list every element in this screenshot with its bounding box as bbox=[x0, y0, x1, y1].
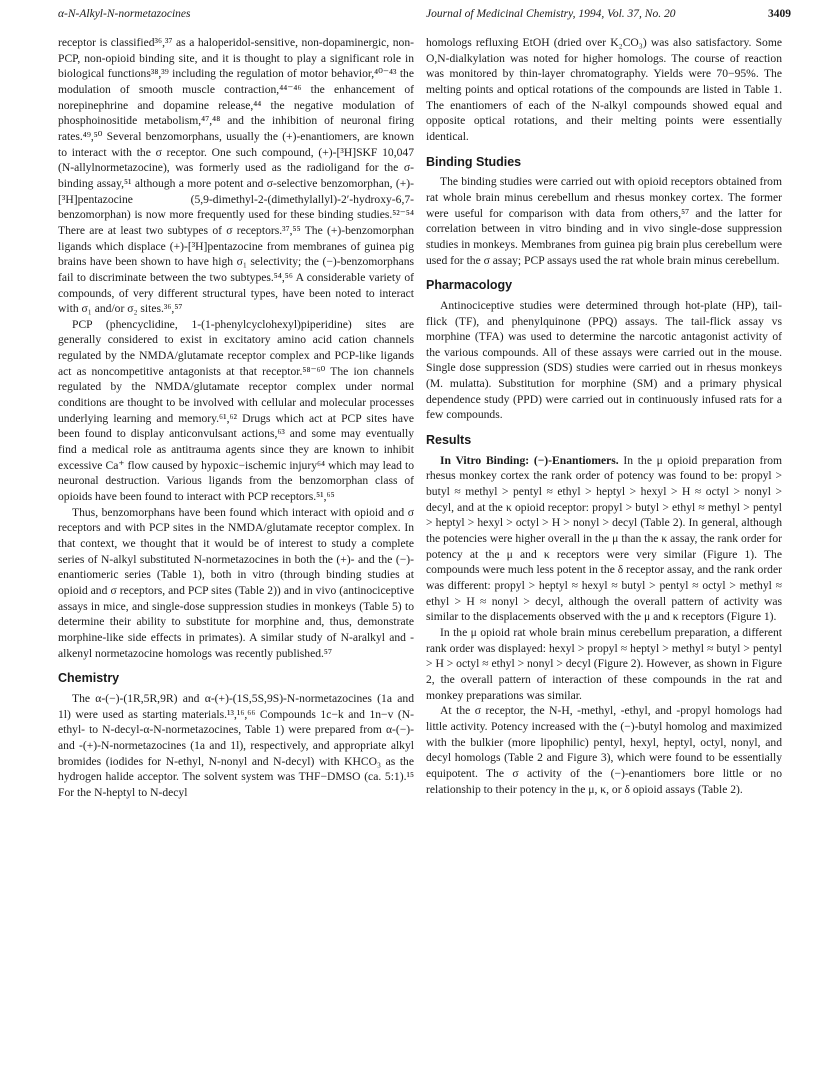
right-column bbox=[426, 35, 782, 797]
page-number: 3409 bbox=[768, 8, 791, 20]
running-title: α-N-Alkyl-N-normetazocines bbox=[58, 8, 191, 20]
paragraph-pharmacology: Antinociceptive studies were determined through hot-plate (HP), tail-flick (TF), and phenylquinone (PPQ) assays. The tail-flick assay vs morphine (TFA) was used to determine the narcotic antagonist activity of the various compounds. All of these assays were carried out in the mouse. Single dose suppression (SDS) studies were carried out in rhesus monkeys (M. mulatta). Substitution for morphine (SM) and a primary physical dependence study (PPD) were carried out in continuously infused rats for a few compounds. bbox=[426, 298, 782, 422]
section-heading-chemistry: Chemistry bbox=[58, 671, 120, 686]
run-in-heading: In Vitro Binding: (−)-Enantiomers. bbox=[440, 453, 619, 467]
journal-citation: Journal of Medicinal Chemistry, 1994, Vol. 37, No. 20 bbox=[426, 8, 676, 20]
paragraph-study-aim: Thus, benzomorphans have been found which interact with opioid and σ receptors and with PCP sites in the NMDA/glutamate receptor complex. In that context, we thought that it would be of interest to study a complete series of N-alkyl substituted N-normetazocines in both the (+)- and the (−)-enantiomeric series (Table 1), both in vitro (through binding studies at opioid and σ receptors, and PCP sites (Table 2)) and in vivo (antinociceptive assays in mice, and single-dose suppression studies in monkeys (Table 5) to determine their ability to substitute for morphine and, thus, demonstrate morphine-like side effects in primates). A similar study of N-aralkyl and -alkenyl normetazocine homologs was recently published.⁵⁷ bbox=[58, 505, 414, 660]
paragraph-in-vitro-binding-text: In the μ opioid preparation from rhesus monkey cortex the rank order of potency was found to be: propyl > butyl ≈ methyl > pentyl ≈ ethyl > heptyl > hexyl > H ≈ octyl > nonyl > decyl, and at the κ opioid receptor: propyl > butyl > ethyl ≈ methyl > pentyl > heptyl > hexyl > octyl > H > nonyl > decyl (Table 2). In general, although the potencies were higher overall in the μ than the κ assay, the rank order for potency at the μ and κ receptors were very similar (Figure 1). The compounds were much less potent in the δ receptor assay, and the rank order was different: propyl > heptyl ≈ hexyl ≈ butyl > pentyl ≈ octyl > methyl ≈ ethyl > H ≈ nonyl > decyl, although the overall pattern of activity was similar to the displacements observed with the μ and κ receptors (Figure 1). bbox=[426, 453, 783, 624]
section-heading-results: Results bbox=[426, 433, 472, 448]
paragraph-pcp-sites: PCP (phencyclidine, 1-(1-phenylcyclohexyl)piperidine) sites are generally considered to exist in excitatory amino acid cation channels regulated by the NMDA/glutamate receptor complex and PCP-like ligands act as noncompetitive antagonists at that receptor.⁵⁸⁻⁶⁰ The ion channels regulated by the NMDA/glutamate receptor complex under normal conditions are thought to be involved with cellular and molecular processes underlying learning and memory.⁶¹,⁶² Drugs which act at PCP sites have been found to display anticonvulsant actions,⁶³ and some may eventually find a medical role as antitrauma agents since they are known to inhibit excessive Ca⁺ flow caused by hypoxic−ischemic injury⁶⁴ which may lead to neuronal destruction. Various ligands from the benzomorphan class of opioids have been found to interact with PCP receptors.⁵¹,⁶⁵ bbox=[58, 317, 414, 504]
running-header bbox=[0, 8, 820, 24]
paragraph-chemistry-continued: homologs refluxing EtOH (dried over K₂CO₃) was also satisfactory. Some O,N-dialkylation was noted for higher homologs. The course of reaction was monitored by thin-layer chromatography. Yields were 70−95%. The melting points and optical rotations of the compounds are listed in Table 1. The enantiomers of each of the N-alkyl compounds showed equal and opposite optical rotations, and their melting points were essentially identical. bbox=[426, 36, 782, 143]
paragraph-chemistry: The α-(−)-(1R,5R,9R) and α-(+)-(1S,5S,9S)-N-normetazocines (1a and 1l) were used as starting materials.¹³,¹⁶,⁶⁶ Compounds 1c−k and 1n−v (N-ethyl- to N-decyl-α-N-normetazocines, Table 1) were prepared from α-(−)- and -(+)-N-normetazocines (1a and 1l), respectively, and appropriate alkyl bromides (iodides for N-ethyl, N-nonyl and N-decyl) with KHCO₃ as the hydrogen halide acceptor. The solvent system was THF−DMSO (ca. 5:1).¹⁵ For the N-heptyl to N-decyl bbox=[58, 691, 414, 799]
paragraph-rat-mu-opioid: In the μ opioid rat whole brain minus cerebellum preparation, a different rank order was displayed: hexyl > propyl ≈ heptyl > methyl ≈ butyl > pentyl > H > octyl ≈ ethyl > nonyl > decyl (Figure 2). However, as shown in Figure 2, the overall pattern of interaction of these compounds in the rat and monkey preparations was similar. bbox=[426, 625, 782, 702]
left-column bbox=[58, 35, 414, 801]
paragraph-in-vitro-binding bbox=[426, 453, 782, 625]
section-heading-binding-studies: Binding Studies bbox=[426, 154, 522, 169]
paragraph-binding-studies: The binding studies were carried out with opioid receptors obtained from rat whole brain minus cerebellum and rhesus monkey cortex. The former were useful for comparison with data from others,⁵⁷ and the latter for correlation between in vitro binding and in vivo single-dose suppression studies in monkeys. Membranes from guinea pig brain plus cerebellum were used for the σ assay; PCP assays used the rat whole brain minus cerebellum. bbox=[426, 175, 782, 267]
paragraph-sigma-activity: At the σ receptor, the N-H, -methyl, -ethyl, and -propyl homologs had little activity. Potency increased with the (−)-butyl homolog and maximized with the bulkier (more lipophilic) pentyl, hexyl, heptyl, octyl, nonyl, and decyl homologs (Table 2 and Figure 3), which were found to be essentially equipotent. The σ activity of the (−)-enantiomers bore little or no relationship to their potency in the μ, κ, or δ opioid assays (Table 2). bbox=[426, 704, 782, 796]
paragraph-sigma-receptor: receptor is classified³⁶,³⁷ as a haloperidol-sensitive, non-dopaminergic, non-PCP, non-opioid binding site, and it is thought to play a significant role in biological functions³⁸,³⁹ including the regulation of motor behavior,⁴⁰⁻⁴³ the modulation of smooth muscle contraction,⁴⁴⁻⁴⁶ the enhancement of norepinephrine and dopamine release,⁴⁴ the negative modulation of phosphoinositide metabolism,⁴⁷,⁴⁸ and the inhibition of neuronal firing rates.⁴⁹,⁵⁰ Several benzomorphans, usually the (+)-enantiomers, are known to interact with the σ receptor. One such compound, (+)-[³H]SKF 10,047 (N-allylnormetazocine), was formerly used as the radioligand for the σ-binding assay,⁵¹ although a more potent and σ-selective benzomorphan, (+)-[³H]pentazocine (5,9-dimethyl-2-(dimethylallyl)-2′-hydroxy-6,7-benzomorphan) is now more frequently used for these binding studies.⁵²⁻⁵⁴ There are at least two subtypes of σ receptors.³⁷,⁵⁵ The (+)-benzomorphan ligands which displace (+)-[³H]pentazocine from membranes of guinea pig brains have been shown to have high σ₁ selectivity; the (−)-benzomorphans fail to discriminate between the two subtypes.⁵⁴,⁵⁶ A considerable variety of compounds, of very different structural types, have been noted to interact with σ₁ and/or σ₂ sites.³⁶,⁵⁷ bbox=[58, 36, 414, 316]
section-heading-pharmacology: Pharmacology bbox=[426, 278, 513, 293]
